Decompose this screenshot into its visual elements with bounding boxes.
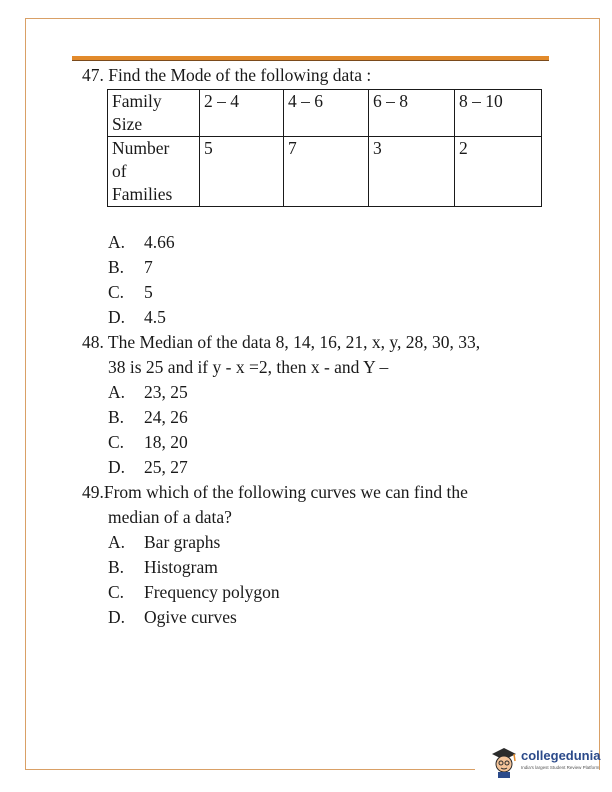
q48-option-c: C. 18, 20 (108, 432, 188, 452)
table-cell: 4 – 6 (284, 90, 369, 137)
q47-option-c: C. 5 (108, 282, 153, 302)
collegedunia-logo-text: collegedunia (521, 748, 601, 763)
q48-question-line1: 48. The Median of the data 8, 14, 16, 21, x, y, 28, 30, 33, (82, 332, 481, 352)
q47-option-a: A. 4.66 (108, 232, 175, 252)
table-row (108, 137, 542, 207)
table-cell: 5 (200, 137, 284, 207)
graduate-mascot-icon (490, 746, 518, 778)
q48-question-line2: 38 is 25 and if y - x =2, then x - and Y – (108, 357, 389, 377)
table-cell: 6 – 8 (369, 90, 455, 137)
q49-option-b: B. Histogram (108, 557, 218, 577)
q47-question: 47. Find the Mode of the following data : (82, 65, 372, 85)
table-cell: 8 – 10 (455, 90, 542, 137)
q49-question-line1: 49.From which of the following curves we can find the (82, 482, 468, 502)
table-cell: 3 (369, 137, 455, 207)
q48-option-b: B. 24, 26 (108, 407, 188, 427)
q47-option-b: B. 7 (108, 257, 153, 277)
q47-option-d: D. 4.5 (108, 307, 166, 327)
table-cell: 2 – 4 (200, 90, 284, 137)
q49-option-c: C. Frequency polygon (108, 582, 280, 602)
q49-question-line2: median of a data? (108, 507, 232, 527)
q49-option-d: D. Ogive curves (108, 607, 237, 627)
q48-option-a: A. 23, 25 (108, 382, 188, 402)
row-header-family-size: Family Size (108, 90, 200, 137)
table-cell: 2 (455, 137, 542, 207)
table-row (108, 90, 542, 137)
footer-rule (25, 769, 475, 770)
table-cell: 7 (284, 137, 369, 207)
q47-frequency-table (107, 89, 542, 207)
collegedunia-tagline: India's largest Student Review Platform (521, 765, 600, 770)
header-rule (72, 56, 549, 61)
row-header-number-of-families: Number of Families (108, 137, 200, 207)
q48-option-d: D. 25, 27 (108, 457, 188, 477)
q49-option-a: A. Bar graphs (108, 532, 221, 552)
